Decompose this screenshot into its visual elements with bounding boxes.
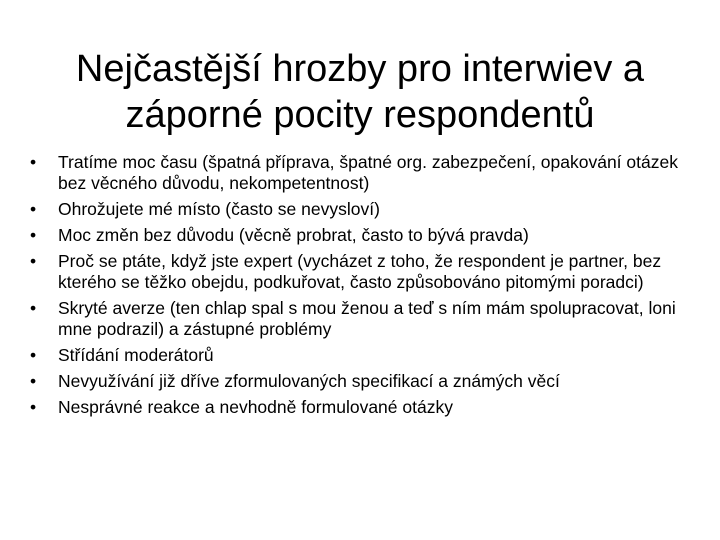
slide-title-line: Nejčastější hrozby pro interwiev a: [75, 48, 645, 90]
bullet-icon: •: [30, 371, 37, 391]
bullet-text: Skryté averze (ten chlap spal s mou ženou a teď s ním mám spolupracovat, loni mne podrazil) a zástupné problémy: [58, 298, 676, 339]
bullet-icon: •: [30, 251, 37, 271]
bullet-item: [28, 345, 698, 366]
bullet-text: Ohrožujete mé místo (často se nevysloví): [58, 199, 380, 219]
bullet-icon: •: [30, 345, 37, 365]
bullet-text: Proč se ptáte, když jste expert (vycházet z toho, že respondent je partner, bez kterého se těžko obejdu, podkuřovat, často způsobováno pitomými poradci): [58, 251, 662, 292]
bullet-icon: •: [30, 225, 37, 245]
bullet-text: Střídání moderátorů: [58, 345, 214, 365]
bullet-item: [28, 298, 698, 340]
bullet-icon: •: [30, 199, 37, 219]
bullet-item: [28, 152, 698, 194]
bullet-item: [28, 397, 698, 418]
bullet-item: [28, 199, 698, 220]
bullet-icon: •: [30, 397, 37, 417]
bullet-item: [28, 225, 698, 246]
bullet-item: [28, 371, 698, 392]
bullet-text: Nevyužívání již dříve zformulovaných specifikací a známých věcí: [58, 371, 560, 391]
bullet-icon: •: [30, 298, 37, 318]
bullet-text: Tratíme moc času (špatná příprava, špatné org. zabezpečení, opakování otázek bez věcného důvodu, nekompetentnost): [58, 152, 678, 193]
bullet-icon: •: [30, 152, 37, 172]
slide-title-line: záporné pocity respondentů: [125, 94, 595, 136]
bullet-text: Nesprávné reakce a nevhodně formulované otázky: [58, 397, 453, 417]
slide-title: [36, 46, 684, 138]
bullet-text: Moc změn bez důvodu (věcně probrat, často to bývá pravda): [58, 225, 529, 245]
bullet-item: [28, 251, 698, 293]
bullet-list: [28, 152, 698, 423]
